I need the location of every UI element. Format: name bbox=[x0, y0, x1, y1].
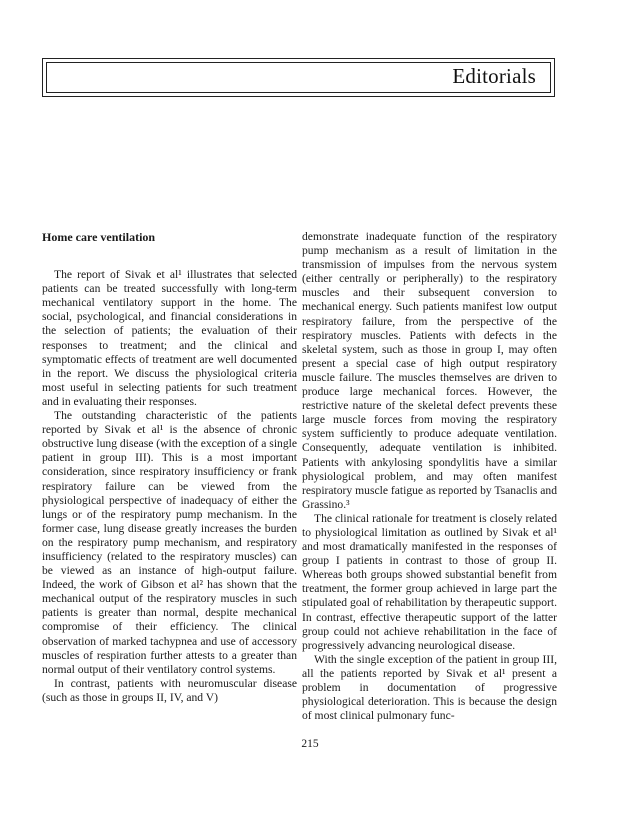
paragraph: In contrast, patients with neuromuscular disease (such as those in groups II, IV, and V) bbox=[42, 676, 297, 704]
section-header-box bbox=[42, 58, 555, 97]
paragraph: The report of Sivak et al¹ illustrates that selected patients can be treated successfully with long-term mechanical ventilatory support in the home. The social, psychological, and financial considerations in the selection of patients; the evaluation of their responses to treatment; and the clinical and symptomatic effects of treatment are well documented in the report. We discuss the physiological criteria most useful in selecting patients for such treatment and in evaluating their responses. bbox=[42, 268, 297, 408]
paragraph: The outstanding characteristic of the patients reported by Sivak et al¹ is the absence of chronic obstructive lung disease (with the exception of a single patient in group III). This is a most important consideration, since respiratory insufficiency or frank respiratory failure can be viewed from the physiological perspective of inadequacy of either the lungs or of the respiratory pump mechanism. In the former case, lung disease greatly increases the burden on the respiratory pump mechanism, and respiratory insufficiency (related to the respiratory muscles) can be viewed as an instance of high-output failure. Indeed, the work of Gibson et al² has shown that the mechanical output of the respiratory muscles in such patients is greater than normal, despite mechanical compromise of their efficiency. The clinical observation of marked tachypnea and use of accessory muscles of respiration further attests to a greater than normal output of their ventilatory control systems. bbox=[42, 409, 297, 676]
right-column bbox=[302, 230, 557, 723]
paragraph: demonstrate inadequate function of the respiratory pump mechanism as a result of limitation in the transmission of impulses from the nervous system (either centrally or peripherally) to the respiratory muscles and their subsequent conversion to mechanical energy. Such patients manifest low output respiratory failure, from the perspective of the respiratory muscles. Patients with defects in the skeletal system, such as those in group I, may often present a special case of high output respiratory muscle failure. The muscles themselves are driven to produce large mechanical forces. However, the restrictive nature of the skeletal defect prevents these large muscle forces from moving the respiratory system sufficiently to produce adequate ventilation. Consequently, adequate ventilation is inhibited. Patients with ankylosing spondylitis have a similar physiological problem, and may often manifest respiratory muscle fatigue as reported by Tsanaclis and Grassino.³ bbox=[302, 230, 557, 511]
section-title: Editorials bbox=[452, 64, 536, 88]
page-number: 215 bbox=[301, 738, 319, 750]
paragraph: The clinical rationale for treatment is closely related to physiological limitation as outlined by Sivak et al¹ and most dramatically manifested in the responses of group I patients in contrast to those of group II. Whereas both groups showed substantial benefit from treatment, the former group achieved in large part the stipulated goal of rehabilitation by therapeutic support. In contrast, effective therapeutic support of the latter group could not achieve rehabilitation in the face of progressively advancing neurological disease. bbox=[302, 511, 557, 652]
left-column bbox=[42, 230, 297, 705]
paragraph: With the single exception of the patient in group III, all the patients reported by Sivak et al¹ present a problem in documentation of progressive physiological deterioration. This is because the design of most clinical pulmonary func- bbox=[302, 652, 557, 723]
article-heading: Home care ventilation bbox=[42, 230, 156, 244]
